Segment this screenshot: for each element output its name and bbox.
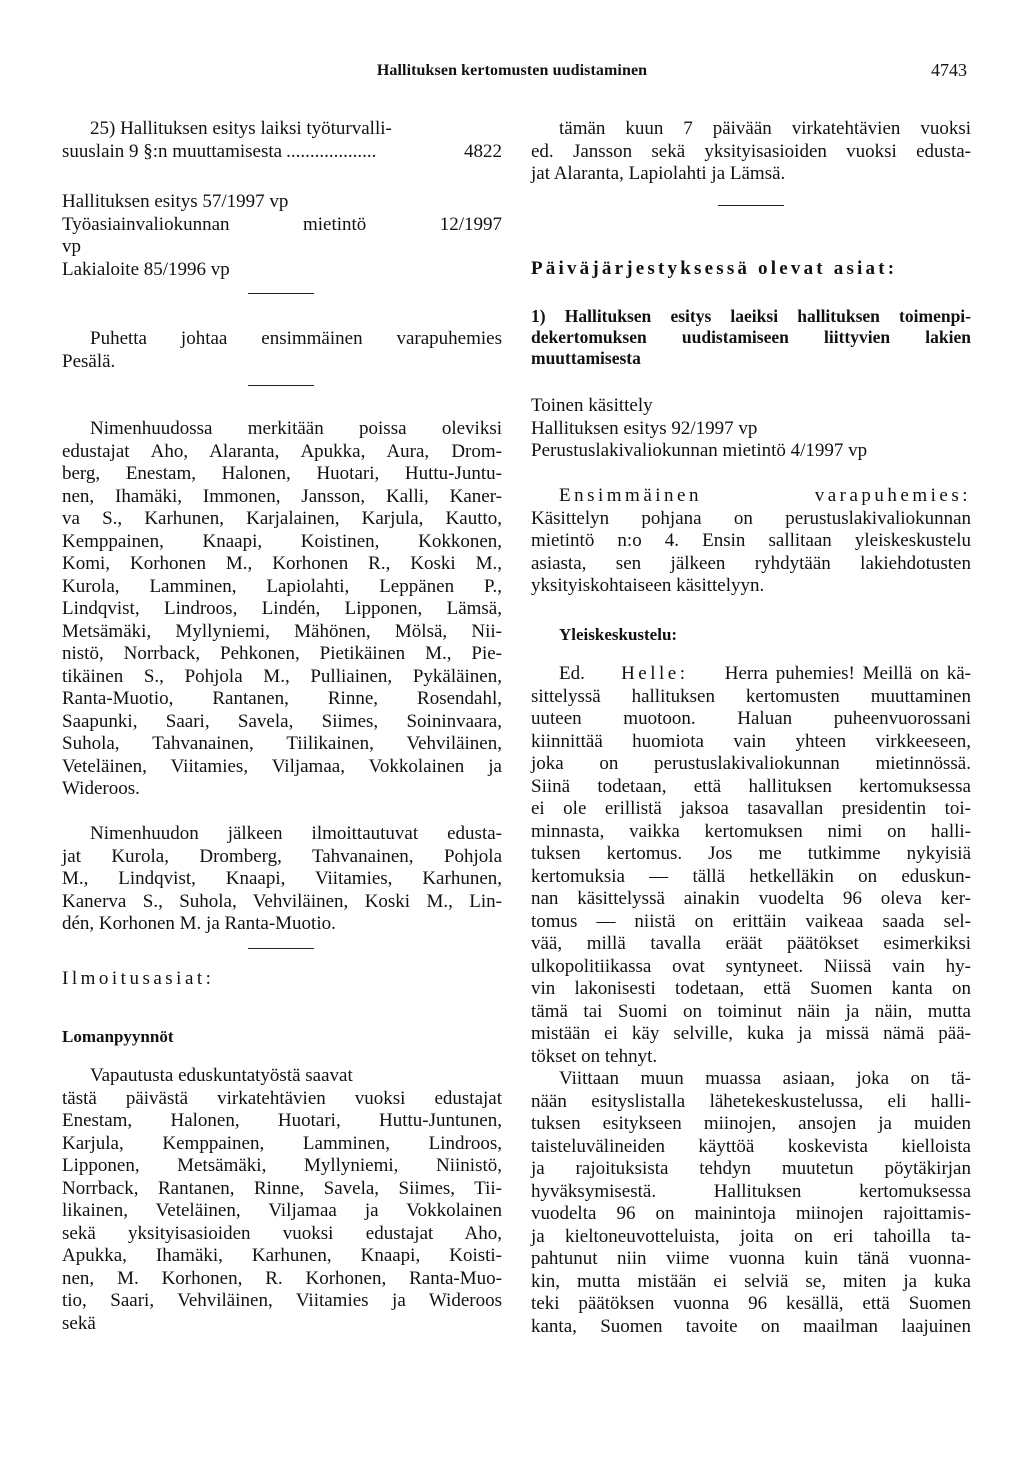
paragraph-line: uuteen muotoon. Haluan puheenvuorossani (531, 708, 971, 729)
paragraph-line: Pesälä. (62, 350, 116, 372)
paragraph-line: jat Kurola, Dromberg, Tahvanainen, Pohjola (62, 845, 502, 867)
paragraph-line: yksityiskohtaiseen käsittelyyn. (531, 575, 765, 596)
paragraph-line: nen, M. Korhonen, R. Korhonen, Ranta-Muo- (62, 1267, 502, 1289)
section-divider (248, 948, 314, 949)
paragraph-line: asiasta, sen jälkeen ryhdytään lakiehdotusten (531, 552, 971, 574)
paragraph-line: edustajat Aho, Alaranta, Apukka, Aura, Drom- (62, 440, 502, 462)
reference-line: Hallituksen esitys 57/1997 vp (62, 191, 289, 212)
speech-opening: Herra puhemies! Meillä on kä- (724, 663, 971, 684)
section-divider (718, 205, 784, 206)
paragraph-line: pahtunut niin viime vuonna kuin tänä vuonna- (531, 1248, 971, 1269)
paragraph-line: Vapautusta eduskuntatyöstä saavat (90, 1065, 353, 1086)
item-25-toc-row (62, 141, 502, 164)
general-discussion-heading: Yleiskeskustelu: (559, 625, 678, 644)
agenda-item-25 (62, 118, 502, 163)
chair-notice (62, 328, 502, 373)
paragraph-line: Kemppainen, Knaapi, Koistinen, Kokkonen, (62, 530, 502, 552)
paragraph-line: va S., Karhunen, Karjalainen, Karjula, Kautto, (62, 508, 502, 529)
paragraph-line: Veteläinen, Viitamies, Viljamaa, Vokkolainen ja (62, 755, 502, 777)
paragraph-line: joka on perustuslakivaliokunnan mietinnössä. (531, 753, 971, 774)
paragraph-line: hyväksymisestä. Hallituksen kertomuksessa (531, 1180, 971, 1202)
item-25-title-line: suuslain 9 §:n muuttamisesta (62, 140, 283, 162)
paragraph-line: sittelyssä hallituksen kertomusten muuttaminen (531, 685, 971, 707)
paragraph-line: Enestam, Halonen, Huotari, Huttu-Juntunen, (62, 1110, 502, 1131)
paragraph-line: likainen, Veteläinen, Viljamaa ja Vokkolainen (62, 1200, 502, 1221)
paragraph-line: teki päätöksen vuonna 96 kesällä, että Suomen (531, 1293, 971, 1314)
paragraph-line: Norrback, Rantanen, Rinne, Savela, Siimes, Tii- (62, 1177, 502, 1199)
section-divider (248, 293, 314, 294)
speaker-name: Ensimmäinen varapuhemies: (559, 485, 971, 506)
paragraph-line: Viittaan muun muassa asiaan, joka on tä- (559, 1068, 971, 1089)
paragraph-line: Apukka, Ihamäki, Karhunen, Knaapi, Koisti- (62, 1245, 502, 1266)
paragraph-line: berg, Enestam, Halonen, Huotari, Huttu-Juntu- (62, 463, 502, 484)
paragraph-line: nen, Ihamäki, Immonen, Jansson, Kalli, Kaner- (62, 485, 502, 507)
paragraph-line: ed. Jansson sekä yksityisasioiden vuoksi edusta- (531, 140, 971, 162)
paragraph-line: kiinnittää huomiota vain yhteen virkkeeseen, (531, 730, 971, 752)
paragraph-line: vuodelta 96 on mainintoja miinojen rajoittamis- (531, 1203, 971, 1224)
item-title-line: dekertomuksen uudistamiseen liittyvien lakien (531, 327, 971, 347)
paragraph-line: vää, millä tavalla eräät päätökset esimerkiksi (531, 933, 971, 954)
item-25-title-line: 25) Hallituksen esitys laiksi työturvalli- (90, 118, 392, 139)
paragraph-line: kin, mutta mistään ei selviä se, miten ja kuka (531, 1270, 971, 1292)
paragraph-line: jat Alaranta, Lapiolahti ja Lämsä. (531, 163, 786, 184)
paragraph-line: Ranta-Muotio, Rantanen, Rinne, Rosendahl, (62, 688, 502, 709)
roll-call-late (62, 823, 502, 936)
paragraph-line: tikäinen S., Pohjola M., Pulliainen, Pykäläinen, (62, 665, 502, 687)
paragraph-line: Siinä todetaan, että hallituksen kertomuksessa (531, 775, 971, 797)
leave-requests-text (62, 1065, 502, 1335)
item-25-page: 4822 (464, 140, 502, 162)
leave-requests-heading: Lomanpyynnöt (62, 1027, 174, 1046)
paragraph-line: Lindqvist, Lindroos, Lindén, Lipponen, Lämsä, (62, 598, 502, 619)
paragraph-line: tio, Saari, Vehviläinen, Viitamies ja Wideroos (62, 1290, 502, 1311)
paragraph-line: tämä tai Suomi on toiminut näin ja näin, mutta (531, 1000, 971, 1022)
paragraph-line: tökset on tehnyt. (531, 1045, 658, 1067)
announcements-heading: Ilmoitusasiat: (62, 968, 215, 989)
speech-helle (531, 663, 971, 1338)
paragraph-line: ja kieltoneuvotteluista, joita on eri tahoilla ta- (531, 1225, 971, 1247)
page-number: 4743 (931, 60, 967, 80)
paragraph-line: Komi, Korhonen M., Korhonen R., Koski M., (62, 553, 502, 574)
paragraph-line: M., Lindqvist, Knaapi, Viitamies, Karhunen, (62, 868, 502, 889)
paragraph-line: Kanerva S., Suhola, Vehviläinen, Koski M., Lin- (62, 890, 502, 912)
leave-requests-continued (531, 118, 971, 186)
paragraph-line: ulkopolitiikassa ovat syntyneet. Niissä vain hy- (531, 955, 971, 977)
chair-statement (531, 485, 971, 598)
item-1-references (531, 395, 971, 463)
paragraph-line: tämän kuun 7 päivään virkatehtävien vuoksi (559, 118, 971, 139)
paragraph-line: Nimenhuudon jälkeen ilmoittautuvat edusta- (90, 823, 502, 844)
paragraph-line: sekä yksityisasioiden vuoksi edustajat Aho, (62, 1222, 502, 1244)
reference-line: Työasiainvaliokunnan mietintö 12/1997 (62, 213, 502, 235)
paragraph-line: Nimenhuudossa merkitään poissa oleviksi (90, 418, 502, 439)
paragraph-line: dén, Korhonen M. ja Ranta-Muotio. (62, 913, 336, 934)
paragraph-line: nan käsittelyssä ainakin vuodelta 96 oleva ker- (531, 888, 971, 909)
reference-line: Toinen käsittely (531, 395, 653, 416)
roll-call-absent (62, 418, 502, 801)
paragraph-line: sekä (62, 1312, 96, 1334)
section-divider (248, 385, 314, 386)
leader-dots: ................... (286, 140, 377, 162)
paragraph-line: Käsittelyn pohjana on perustuslakivaliokunnan (531, 507, 971, 529)
paragraph-line: taisteluvälineiden käyttöä koskevista kielloista (531, 1135, 971, 1157)
running-header-title: Hallituksen kertomusten uudistaminen (376, 62, 648, 79)
item-title-line: 1) Hallituksen esitys laeiksi hallituksen toimenpi- (531, 306, 971, 326)
paragraph-line: tästä päivästä virkatehtävien vuoksi edustajat (62, 1087, 502, 1109)
paragraph-line: Wideroos. (62, 778, 140, 799)
paragraph-line: Saapunki, Saari, Savela, Siimes, Soininvaara, (62, 710, 502, 732)
paragraph-line: Metsämäki, Myllyniemi, Mähönen, Mölsä, Nii- (62, 620, 502, 642)
paragraph-line: Kurola, Lamminen, Lapiolahti, Leppänen P., (62, 575, 502, 597)
paragraph-line: kanta, Suomen tavoite on maailman laajuinen (531, 1315, 971, 1337)
paragraph-line: mietintö n:o 4. Ensin sallitaan yleiskeskustelu (531, 530, 971, 551)
reference-line: Perustuslakivaliokunnan mietintö 4/1997 vp (531, 440, 868, 461)
speaker-name: Helle: (621, 663, 689, 684)
item-25-references (62, 191, 502, 281)
paragraph-line: mistään ei käy selville, kuka ja missä nämä pää- (531, 1023, 971, 1044)
paragraph-line: nään esityslistalla lähetekeskustelussa, eli halli- (531, 1090, 971, 1112)
speech-prefix: Ed. (559, 663, 585, 684)
item-1-title (531, 306, 971, 369)
paragraph-line: Lipponen, Metsämäki, Myllyniemi, Niinistö, (62, 1155, 502, 1176)
reference-line: vp (62, 236, 81, 257)
paragraph-line: vin lakonisesti todetaan, että Suomen kanta on (531, 978, 971, 999)
agenda-heading: Päiväjärjestyksessä olevat asiat: (531, 258, 898, 279)
paragraph-line: tuksen kertomus. Jos me tutkimme nykyisiä (531, 843, 971, 864)
paragraph-line: Karjula, Kemppainen, Lamminen, Lindroos, (62, 1132, 502, 1154)
item-title-line: muuttamisesta (531, 348, 641, 368)
paragraph-line: tuksen esitykseen miinojen, ansojen ja muiden (531, 1113, 971, 1134)
reference-line: Lakialoite 85/1996 vp (62, 258, 230, 280)
paragraph-line: ja rajoituksista tehdyn muutetun pöytäkirjan (531, 1158, 971, 1179)
reference-line: Hallituksen esitys 92/1997 vp (531, 417, 758, 439)
paragraph-line: tomus — niistä on erittäin vaikeaa saada sel- (531, 910, 971, 932)
paragraph-line: kertomuksia — tällä hetkelläkin on eduskun- (531, 865, 971, 887)
speech-first-line (531, 663, 971, 686)
paragraph-line: Suhola, Tahvanainen, Tiilikainen, Vehviläinen, (62, 733, 502, 754)
paragraph-line: nistö, Norrback, Pehkonen, Pietikäinen M., Pie- (62, 643, 502, 664)
paragraph-line: minnasta, vaikka kertomuksen nimi on halli- (531, 820, 971, 842)
paragraph-line: Puhetta johtaa ensimmäinen varapuhemies (90, 328, 502, 349)
paragraph-line: ei ole erillistä jaksoa tasavallan presidentin toi- (531, 798, 971, 819)
